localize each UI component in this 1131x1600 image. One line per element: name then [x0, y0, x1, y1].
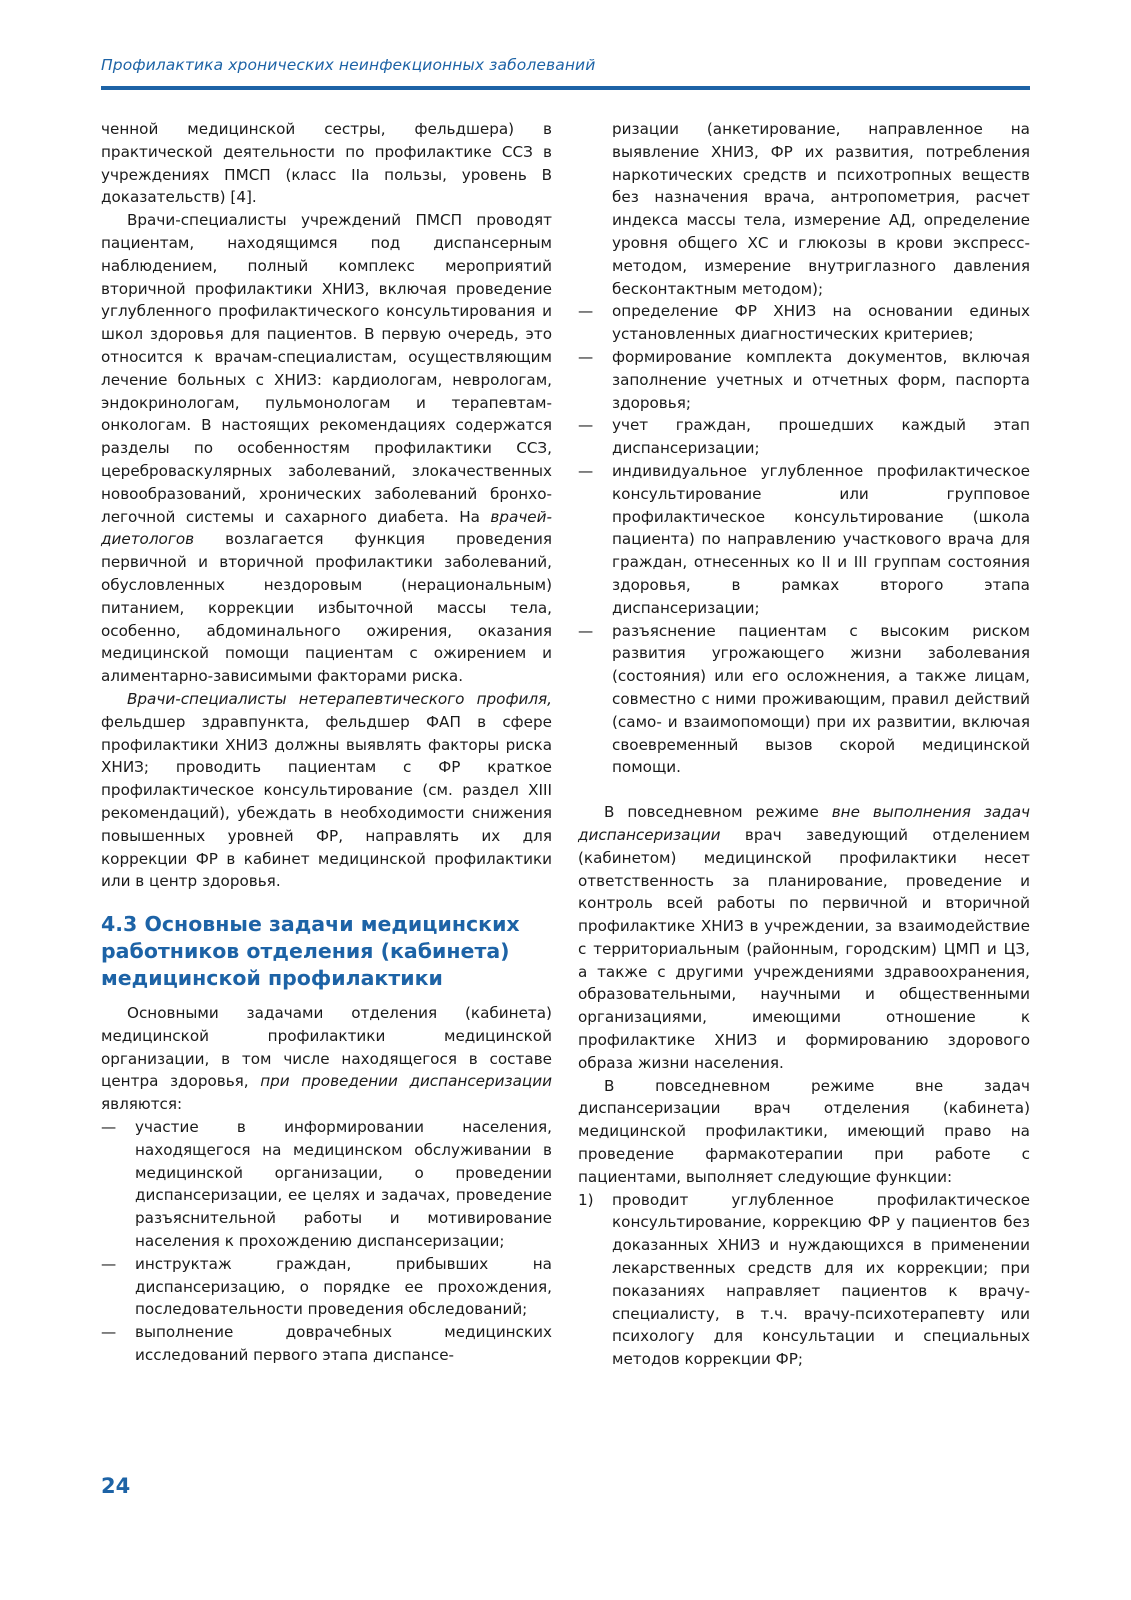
- paragraph: Врачи-специалисты нетерапевтического профиля, фельдшер здравпункта, фельдшер ФАП в сфере профилактики ХНИЗ должны выявлять факторы риска ХНИЗ; проводить пациентам с ФР краткое профилактическое консультирование (см. раздел XIII рекомендаций), убеждать в необходимости снижения повышенных уровней ФР, направлять их для коррекции ФР в кабинет медицинской профилактики или в центр здоровья.: [101, 689, 552, 891]
- task-list: [101, 1116, 552, 1367]
- paragraph: В повседневном режиме вне задач диспансеризации врач отделения (кабинета) медицинской профилактики, имеющий право на проведение фармакотерапии при работе с пациентами, выполняет следующие функции:: [578, 1076, 1030, 1186]
- spacer: [578, 779, 1030, 801]
- list-item: — учет граждан, прошедших каждый этап диспансеризации;: [578, 416, 1030, 458]
- list-item: — индивидуальное углубленное профилактическое консультирование или групповое профилактическое консультирование (школа пациента) по направлению участкового врача для граждан, отнесенных ко II и III группам состояния здоровья, в рамках второго этапа диспансеризации;: [578, 461, 1030, 617]
- right-column: [578, 118, 1030, 1371]
- paragraph: В повседневном режиме вне выполнения задач диспансеризации врач заведующий отделением (кабинетом) медицинской профилактики несет ответственность за планирование, проведение и контроль всей работы по первичной и вторичной профилактике ХНИЗ в учреждении, за взаимодействие с территориальным (районным, городским) ЦМП и ЦЗ, а также с другими учреждениями здравоохранения, образовательными, научными и общественными организациями, имеющими отношение к профилактике ХНИЗ и формированию здорового образа жизни населения.: [578, 803, 1031, 1072]
- running-header: Профилактика хронических неинфекционных заболеваний: [101, 56, 596, 74]
- paragraph: Врачи-специалисты учреждений ПМСП проводят пациентам, находящимся под диспансерным наблюдением, полный комплекс мероприятий вторичной профилактики ХНИЗ, включая проведение углубленного профилактического консультирования и школ здоровья для пациентов. В первую очередь, это относится к врачам-специалистам, осуществляющим лечение больных с ХНИЗ: кардиологам, неврологам, эндокринологам, пульмонологам и терапевтам-онкологам. В настоящих рекомендациях содержатся разделы по особенностям профилактики ССЗ, цереброваскулярных заболеваний, злокачественных новообразований, хронических заболеваний бронхо-легочной системы и сахарного диабета. На врачей-диетологов возлагается функция проведения первичной и вторичной профилактики заболеваний, обусловленных нездоровым (нерациональным) питанием, коррекции избыточной массы тела, особенно, абдоминального ожирения, оказания медицинской помощи пациентам с ожирением и алиментарно-зависимыми факторами риска.: [101, 211, 553, 686]
- list-item: — участие в информировании населения, находящегося на медицинском обслуживании в медицинской организации, о проведении диспансеризации, ее целях и задачах, проведение разъяснительной работы и мотивирование населения к прохождению диспансеризации;: [101, 1118, 552, 1251]
- list-item: — разъяснение пациентам с высоким риском развития угрожающего жизни заболевания (состояния) или его осложнения, а также лицам, совместно с ними проживающим, правил действий (само- и взаимопомощи) при их развитии, включая своевременный вызов скорой медицинской помощи.: [578, 621, 1030, 777]
- list-item: — выполнение доврачебных медицинских исследований первого этапа диспансе-: [101, 1323, 552, 1365]
- list-item: — инструктаж граждан, прибывших на диспансеризацию, о порядке ее прохождения, последовательности проведения обследований;: [101, 1254, 552, 1319]
- list-item: — формирование комплекта документов, включая заполнение учетных и отчетных форм, паспорта здоровья;: [578, 347, 1030, 412]
- list-item: — определение ФР ХНИЗ на основании единых установленных диагностических критериев;: [578, 302, 1030, 344]
- page-number: 24: [101, 1474, 131, 1498]
- list-item-continuation: ризации (анкетирование, направленное на выявление ХНИЗ, ФР их развития, потребления наркотических средств и психотропных веществ без назначения врача, антропометрия, расчет индекса массы тела, измерение АД, определение уровня общего ХС и глюкозы в крови экспресс-методом, измерение внутриглазного давления бесконтактным методом);: [612, 120, 1030, 298]
- function-list: [578, 1189, 1030, 1371]
- list-item: 1) проводит углубленное профилактическое консультирование, коррекцию ФР у пациентов без доказанных ХНИЗ и нуждающихся в применении лекарственных средств для их коррекции; при показаниях направляет пациентов к врачу-специалисту, в т.ч. врачу-психотерапевту или психологу для консультации и специальных методов коррекции ФР;: [578, 1190, 1030, 1369]
- left-column: [101, 118, 552, 1367]
- paragraph: Основными задачами отделения (кабинета) медицинской профилактики медицинской организации, в том числе находящегося в составе центра здоровья, при проведении диспансеризации являются:: [101, 1004, 552, 1114]
- paragraph: ченной медицинской сестры, фельдшера) в практической деятельности по профилактике ССЗ в учреждениях ПМСП (класс IIа пользы, уровень B доказательств) [4].: [101, 120, 552, 207]
- section-heading: 4.3 Основные задачи медицинских работников отделения (кабинета) медицинской профилактики: [101, 912, 520, 991]
- header-rule: [101, 86, 1030, 90]
- task-list: [578, 300, 1030, 779]
